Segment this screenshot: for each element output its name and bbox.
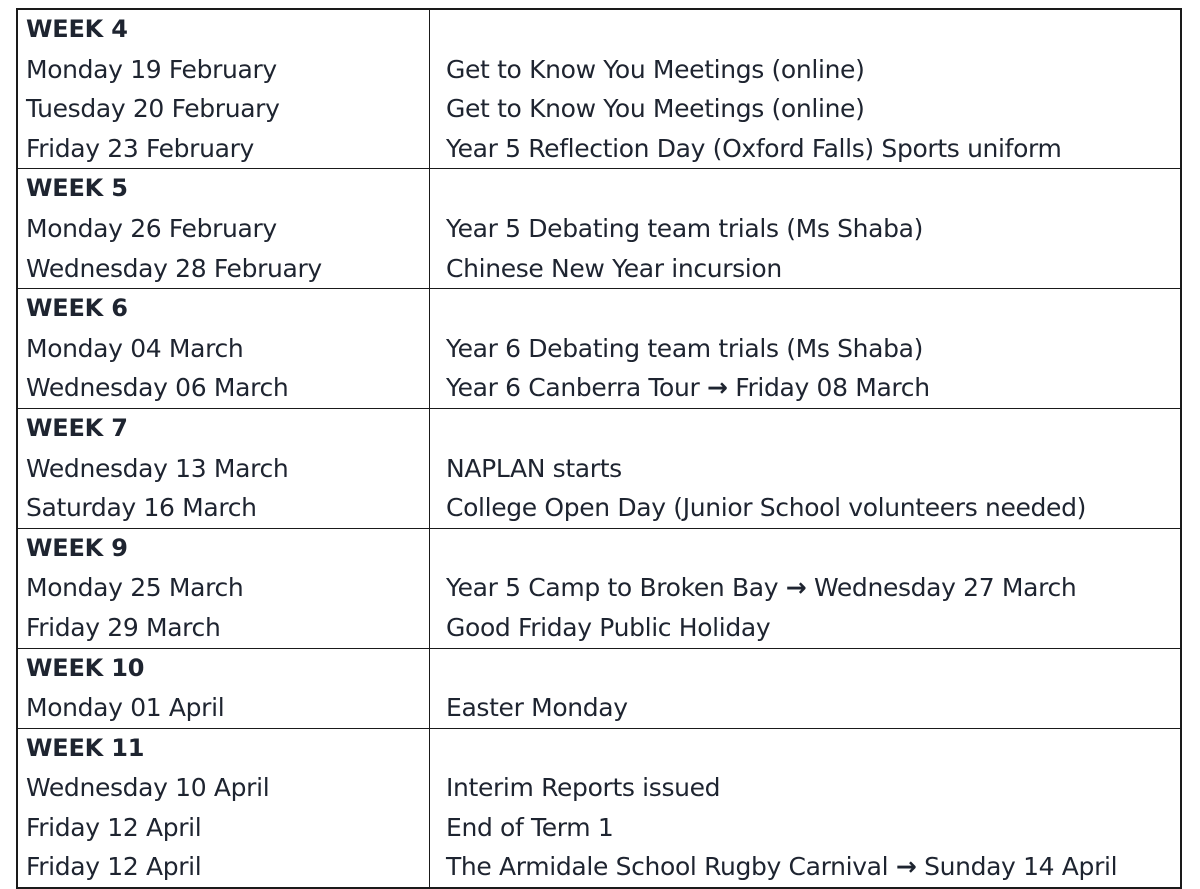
event-date: Monday 19 February — [26, 54, 277, 84]
event-date: Monday 26 February — [26, 213, 277, 243]
dates-column — [18, 10, 430, 168]
event-description: End of Term 1 — [446, 812, 614, 842]
event-description-range — [446, 847, 1180, 887]
event-date: Friday 12 April — [26, 812, 202, 842]
heading-spacer — [446, 729, 1180, 769]
event-description: College Open Day (Junior School volunteers needed) — [446, 493, 1086, 523]
event-date: Wednesday 28 February — [26, 253, 322, 283]
events-column — [430, 169, 1180, 288]
heading-spacer — [446, 409, 1180, 449]
week-heading: WEEK 5 — [26, 174, 128, 203]
event-date: Wednesday 06 March — [26, 373, 289, 403]
event-description: Interim Reports issued — [446, 773, 721, 803]
dates-column — [18, 529, 430, 648]
heading-spacer — [446, 169, 1180, 209]
events-column — [430, 10, 1180, 168]
dates-column — [18, 649, 430, 728]
events-column — [430, 289, 1180, 408]
event-description: Get to Know You Meetings (online) — [446, 94, 865, 124]
term-calendar-table — [16, 8, 1182, 889]
events-column — [430, 729, 1180, 887]
event-description: Good Friday Public Holiday — [446, 612, 771, 642]
event-description: The Armidale School Rugby Carnival — [446, 852, 889, 882]
event-description: Year 5 Debating team trials (Ms Shaba) — [446, 213, 923, 243]
event-date: Monday 25 March — [26, 573, 244, 603]
week-block — [18, 729, 1180, 887]
dates-column — [18, 729, 430, 887]
arrow-right-icon: → — [785, 573, 807, 603]
event-description-range — [446, 368, 1180, 408]
week-block — [18, 649, 1180, 729]
events-column — [430, 649, 1180, 728]
heading-spacer — [446, 649, 1180, 689]
week-heading: WEEK 6 — [26, 294, 128, 323]
week-block — [18, 409, 1180, 529]
heading-spacer — [446, 10, 1180, 50]
event-date: Friday 29 March — [26, 612, 221, 642]
event-end-date: Friday 08 March — [735, 373, 930, 403]
events-column — [430, 529, 1180, 648]
event-date: Wednesday 13 March — [26, 453, 289, 483]
event-description: Get to Know You Meetings (online) — [446, 54, 865, 84]
week-block — [18, 10, 1180, 169]
event-end-date: Sunday 14 April — [924, 852, 1118, 882]
arrow-right-icon: → — [707, 373, 728, 403]
event-date: Friday 12 April — [26, 852, 202, 882]
week-heading: WEEK 7 — [26, 413, 128, 442]
week-heading: WEEK 10 — [26, 653, 145, 682]
event-date: Monday 01 April — [26, 693, 225, 723]
event-description: Easter Monday — [446, 693, 628, 723]
dates-column — [18, 169, 430, 288]
event-date: Tuesday 20 February — [26, 94, 280, 124]
week-heading: WEEK 11 — [26, 733, 145, 762]
event-description: NAPLAN starts — [446, 453, 622, 483]
event-description: Chinese New Year incursion — [446, 253, 782, 283]
event-end-date: Wednesday 27 March — [814, 573, 1077, 603]
event-description: Year 5 Camp to Broken Bay — [446, 573, 779, 603]
week-block — [18, 529, 1180, 649]
event-description: Year 5 Reflection Day (Oxford Falls) Sports uniform — [446, 133, 1062, 163]
heading-spacer — [446, 289, 1180, 329]
event-date: Wednesday 10 April — [26, 773, 270, 803]
dates-column — [18, 409, 430, 528]
event-date: Friday 23 February — [26, 133, 254, 163]
events-column — [430, 409, 1180, 528]
event-date: Saturday 16 March — [26, 493, 257, 523]
arrow-right-icon: → — [895, 852, 917, 882]
week-heading: WEEK 9 — [26, 533, 128, 562]
event-description: Year 6 Debating team trials (Ms Shaba) — [446, 333, 923, 363]
heading-spacer — [446, 529, 1180, 569]
event-description-range — [446, 568, 1180, 608]
event-date: Monday 04 March — [26, 333, 244, 363]
week-block — [18, 289, 1180, 409]
dates-column — [18, 289, 430, 408]
week-heading: WEEK 4 — [26, 15, 128, 43]
week-block — [18, 169, 1180, 289]
event-description: Year 6 Canberra Tour — [446, 373, 700, 403]
